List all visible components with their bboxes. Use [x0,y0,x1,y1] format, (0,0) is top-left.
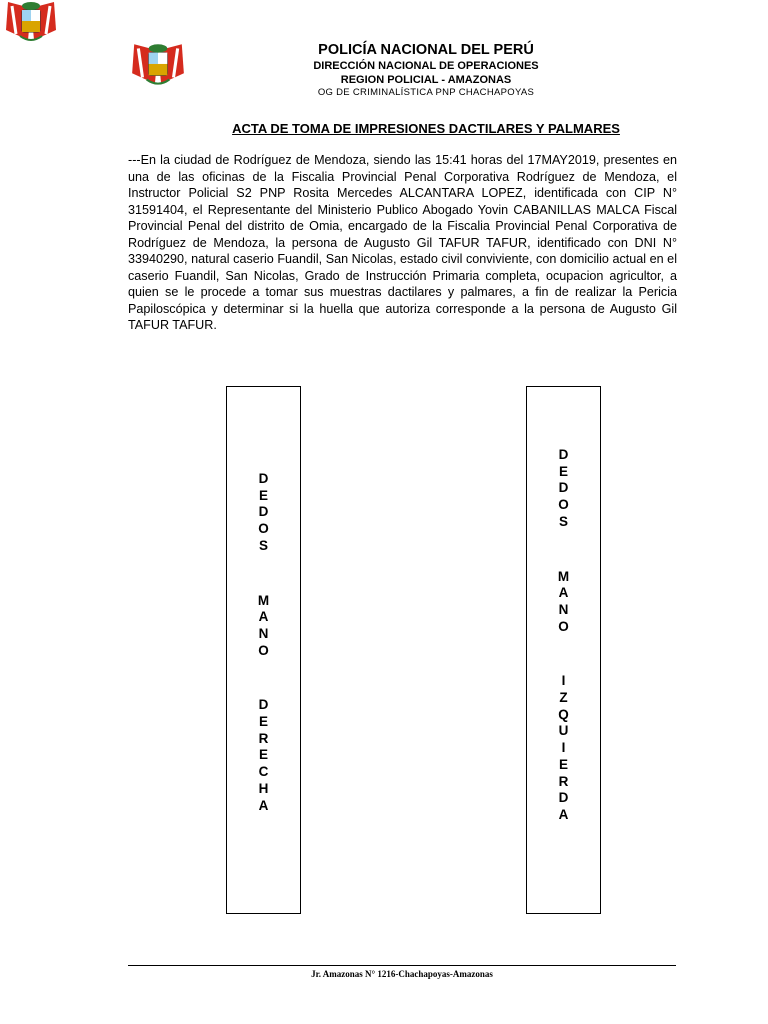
document-body: ---En la ciudad de Rodríguez de Mendoza, siendo las 15:41 horas del 17MAY2019, presentes en una de las oficinas de la Fiscalia Provincial Penal Corporativa Rodríguez de Mendoza, el Instructor Policial S2 PNP Rosita Mercedes ALCANTARA LOPEZ, identificada con CIP N° 31591404, el Representante del Ministerio Publico Abogado Yovin CABANILLAS MALCA Fiscal Provincial Penal del distrito de Omia, encargado de la Fiscalia Provincial Penal Corporativa de Rodríguez de Mendoza, la persona de Augusto Gil TAFUR TAFUR, identificado con DNI N° 33940290, natural caserio Fuandil, San Nicolas, estado civil conviviente, con domicilio actual en el caserio Fuandil, San Nicolas, Grado de Instrucción Primaria completa, ocupacion agricultor, a quien se le procede a tomar sus muestras dactilares y palmares, a fin de realizar la Pericia Papiloscópica y determinar si la huella que autoriza corresponde a la persona de Augusto Gil TAFUR TAFUR. [128,153,677,332]
office-name: OG DE CRIMINALÍSTICA PNP CHACHAPOYAS [317,87,535,98]
document-title: ACTA DE TOMA DE IMPRESIONES DACTILARES Y PALMARES [232,121,620,136]
footer-address: Jr. Amazonas N° 1216-Chachapoyas-Amazonas [311,969,493,979]
vertical-word: D E D O S [558,447,569,529]
left-hand-label [527,447,600,824]
directorate-name: DIRECCIÓN NACIONAL DE OPERACIONES [313,60,539,72]
footer-divider [128,965,676,966]
institution-name: POLICÍA NACIONAL DEL PERÚ [318,42,534,58]
right-hand-fingerprint-box [226,386,301,914]
region-name: REGION POLICIAL - AMAZONAS [340,74,512,86]
coat-of-arms-icon [2,0,60,44]
vertical-word: M A N O [257,592,270,658]
left-hand-fingerprint-box [526,386,601,914]
coat-of-arms-icon [128,42,188,88]
document-header [200,42,652,99]
right-hand-label [227,471,300,814]
vertical-word: M A N O [557,568,570,634]
vertical-word: D E D O S [258,471,269,553]
vertical-word: I Z Q U I E R D A [558,673,569,822]
vertical-word: D E R E C H A [258,697,269,813]
